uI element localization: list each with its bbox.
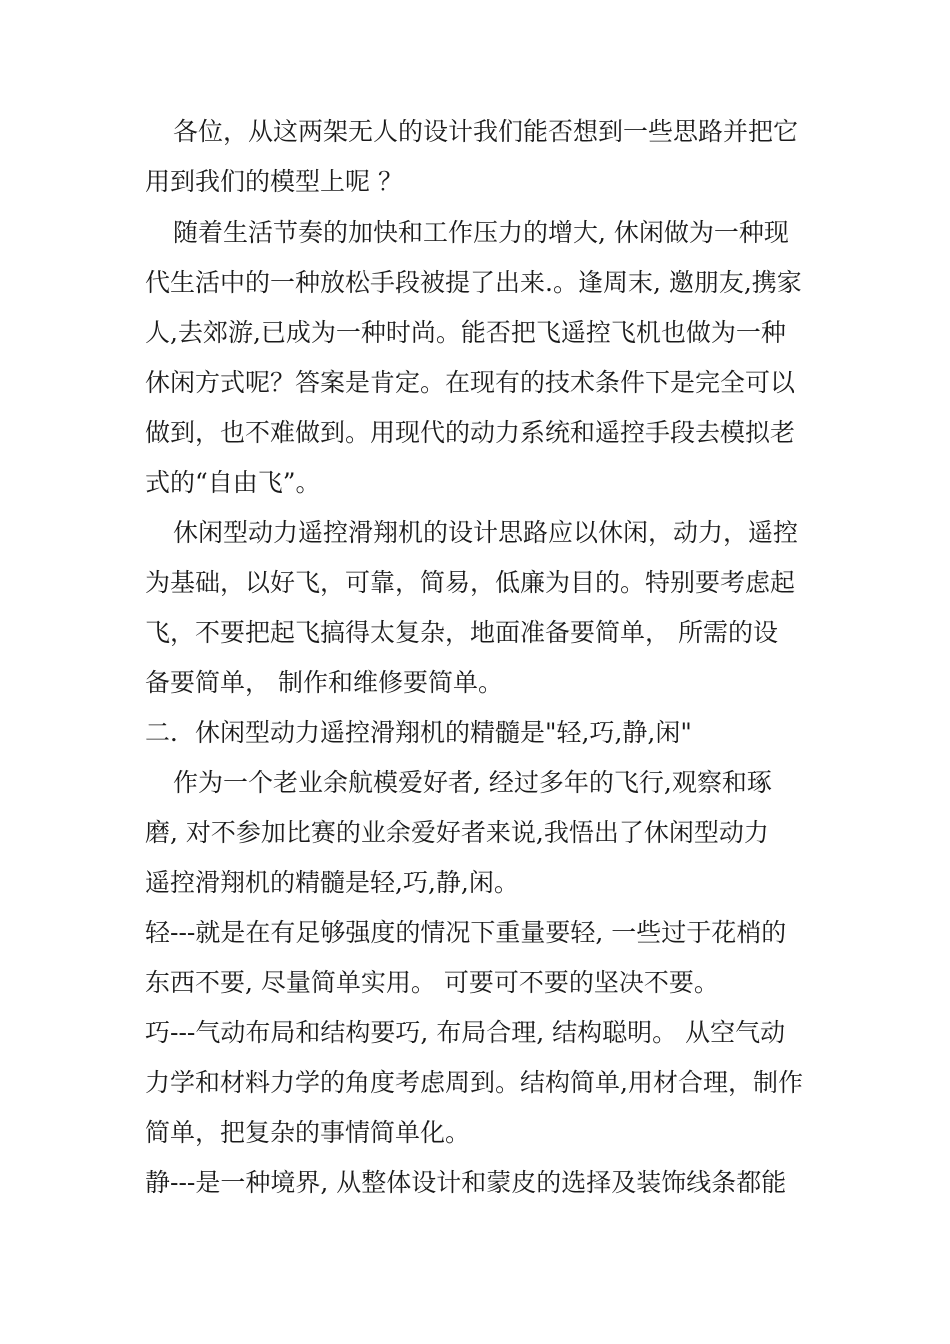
- text-line: 磨, 对不参加比赛的业余爱好者来说,我悟出了休闲型动力: [145, 818, 769, 847]
- text-line: 作为一个老业余航模爱好者, 经过多年的飞行,观察和琢: [173, 768, 772, 797]
- text-line: 休闲型动力遥控滑翔机的设计思路应以休闲，动力，遥控: [173, 518, 799, 547]
- text-line: 各位，从这两架无人的设计我们能否想到一些思路并把它: [173, 117, 799, 146]
- text-line: 简单，把复杂的事情简单化。: [145, 1118, 471, 1147]
- text-line: 东西不要, 尽量简单实用。 可要可不要的坚决不要。: [145, 968, 719, 997]
- text-line: 飞，不要把起飞搞得太复杂，地面准备要简单， 所需的设: [145, 618, 778, 647]
- text-line: 人,去郊游,已成为一种时尚。能否把飞遥控飞机也做为一种: [145, 318, 786, 347]
- text-line: 力学和材料力学的角度考虑周到。结构简单,用材合理，制作: [145, 1068, 803, 1097]
- text-line: 轻---就是在有足够强度的情况下重量要轻, 一些过于花梢的: [145, 918, 787, 947]
- text-line: 用到我们的模型上呢 ？: [145, 167, 403, 196]
- text-line: 遥控滑翔机的精髓是轻,巧,静,闲。: [145, 868, 519, 897]
- text-line: 代生活中的一种放松手段被提了出来.。逢周末, 邀朋友,携家: [145, 268, 802, 297]
- text-line: 静---是一种境界, 从整体设计和蒙皮的选择及装饰线条都能: [145, 1168, 787, 1197]
- text-line: 为基础，以好飞，可靠，简易，低廉为目的。特别要考虑起: [145, 568, 796, 597]
- text-line: 休闲方式呢？答案是肯定。在现有的技术条件下是完全可以: [145, 368, 796, 397]
- section-heading: 二．休闲型动力遥控滑翔机的精髓是"轻,巧,静,闲": [145, 718, 692, 747]
- text-line: 巧---气动布局和结构要巧, 布局合理, 结构聪明。 从空气动: [145, 1018, 786, 1047]
- text-line: 做到，也不难做到。用现代的动力系统和遥控手段去模拟老: [145, 418, 796, 447]
- text-line: 式的“自由飞”。: [145, 468, 321, 497]
- text-line: 随着生活节奏的加快和工作压力的增大, 休闲做为一种现: [173, 218, 789, 247]
- text-line: 备要简单， 制作和维修要简单。: [145, 668, 503, 697]
